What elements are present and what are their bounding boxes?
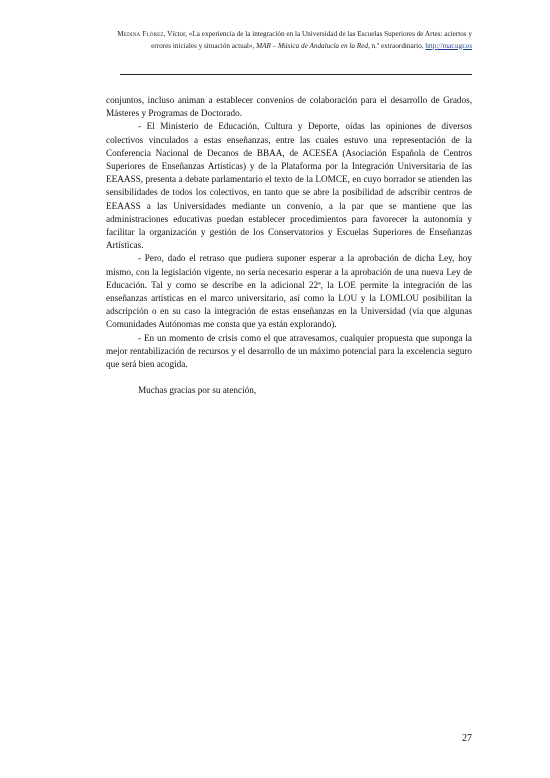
running-header — [110, 29, 472, 52]
header-divider — [120, 74, 472, 75]
paragraph-1: conjuntos, incluso animan a establecer convenios de colaboración para el desarrollo de Grados, Másteres y Programas de Doctorado. — [106, 95, 472, 119]
paragraph-4: - En un momento de crisis como el que atravesamos, cualquier propuesta que suponga la mejor rentabilización de recursos y el desarrollo de un máximo potencial para la excelencia seguro que será bien acogida. — [106, 332, 472, 370]
header-url-link[interactable]: http://mar.ugr.es — [425, 41, 472, 50]
header-author: Medina Flórez — [117, 30, 164, 38]
closing-line: Muchas gracias por su atención, — [138, 385, 257, 396]
paragraph-3: - Pero, dado el retraso que pudiera suponer esperar a la aprobación de dicha Ley, hoy mismo, con la legislación vigente, no sería necesario esperar a la aprobación de una nueva Ley de Educación. Tal y como se describe en la adicional 22ª, la LOE permite la integración de las enseñanzas artísticas en el marco universitario, así como la LOU y la LOMLOU posibilitan la adscripción o en su caso la integración de estas enseñanzas en la Universidad (vía que algunas Comunidades Autónomas me consta que ya están explorando). — [106, 253, 472, 330]
header-journal: MAR – Música de Andalucía en la Red — [256, 41, 368, 50]
header-issue: , n.º extraordinario, — [367, 41, 426, 50]
body-text — [106, 94, 472, 398]
page-number: 27 — [462, 733, 472, 744]
paragraph-2: - El Ministerio de Educación, Cultura y Deporte, oídas las opiniones de diversos colectivos vinculados a estas enseñanzas, entre las cuales estuvo una representación de la Conferencia Nacional de Decanos de BBAA, de ACESEA (Asociación Española de Centros Superiores de Enseñanzas Artísticas) y de la Plataforma por la Integración Universitaria de las EEAASS, presenta a debate parlamentario el texto de la LOMCE, en cuyo borrador se atienden las sensibilidades de todos los colectivos, en tanto que se abre la posibilidad de adscribir centros de EEAASS a las Universidades mediante un convenio, a la par que se mantiene que las administraciones educativas puedan establecer procedimientos para favorecer la autonomía y facilitar la organización y gestión de los Conservatorios y Escuelas Superiores de Enseñanzas Artísticas. — [106, 121, 472, 251]
header-citation: , Víctor, «La experiencia de la integración en la Universidad de las Escuelas Superiores de Artes: aciertos y errores iniciales y situación actual», — [151, 30, 472, 50]
